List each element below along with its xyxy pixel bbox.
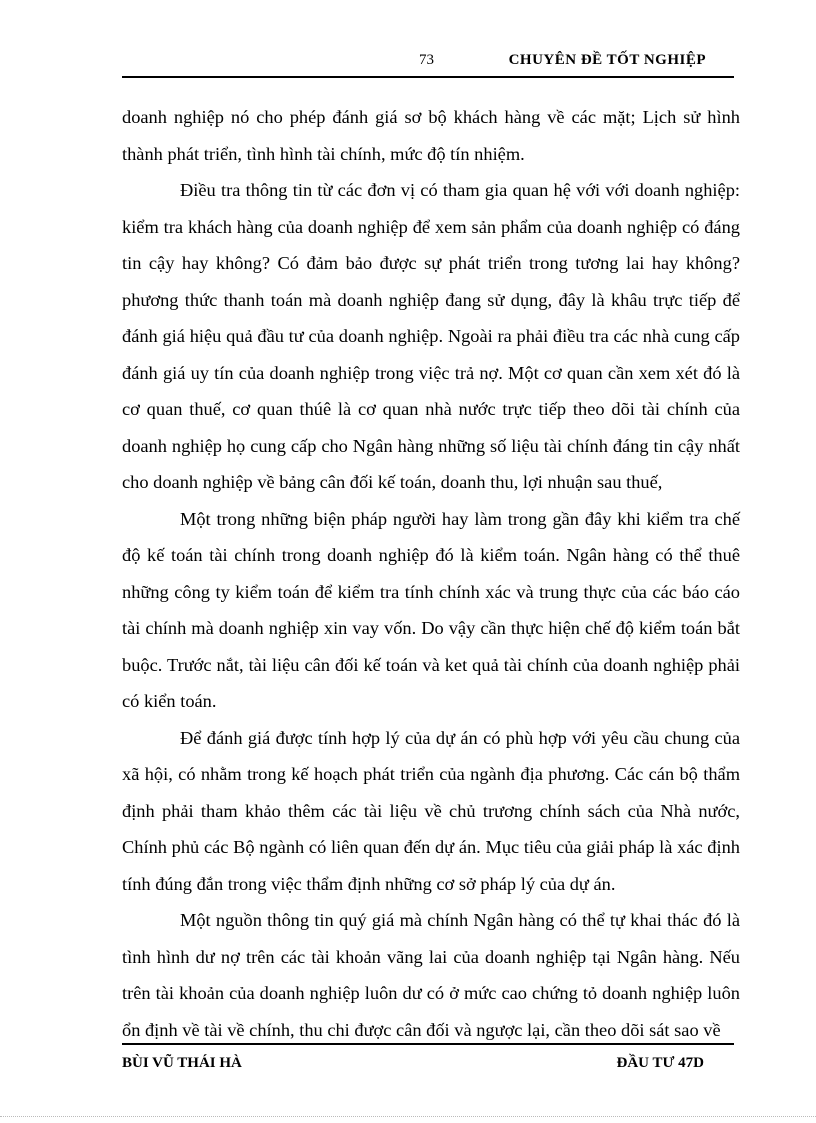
footer-class: ĐẦU TƯ 47D xyxy=(616,1055,704,1071)
paragraph: Để đánh giá được tính hợp lý của dự án có phù hợp với yêu cầu chung của xã hội, có nhằm trong kế hoạch phát triển của ngành địa phương. Các cán bộ thẩm định phải tham khảo thêm các tài liệu về chủ trương chính sách của Nhà nước, Chính phủ các Bộ ngành có liên quan đến dự án. Mục tiêu của giải pháp là xác định tính đúng đắn trong việc thẩm định những cơ sở pháp lý của dự án. xyxy=(122,727,740,894)
paragraph: Điều tra thông tin từ các đơn vị có tham gia quan hệ với với doanh nghiệp: kiểm tra khách hàng của doanh nghiệp để xem sản phẩm của doanh nghiệp có đáng tin cậy hay không? Có đảm bảo được sự phát triển trong tương lai hay không? phương thức thanh toán mà doanh nghiệp đang sử dụng, đây là khâu trực tiếp để đánh giá hiệu quả đầu tư của doanh nghiệp. Ngoài ra phải điều tra các nhà cung cấp đánh giá uy tín của doanh nghiệp trong việc trả nợ. Một cơ quan cần xem xét đó là cơ quan thuế, cơ quan thúê là cơ quan nhà nước trực tiếp theo dõi tài chính của doanh nghiệp họ cung cấp cho Ngân hàng những số liệu tài chính đáng tin cậy nhất cho doanh nghiệp về bảng cân đối kế toán, doanh thu, lợi nhuận sau thuế, xyxy=(122,180,740,492)
paragraph: Một trong những biện pháp người hay làm trong gần đây khi kiểm tra chế độ kế toán tài chính trong doanh nghiệp đó là kiểm toán. Ngân hàng có thể thuê những công ty kiểm toán để kiểm tra tính chính xác và trung thực của các báo cáo tài chính mà doanh nghiệp xin vay vốn. Do vậy cần thực hiện chế độ kiểm toán bắt buộc. Trước nắt, tài liệu cân đối kế toán và ket quả tài chính của doanh nghiệp phải có kiển toán. xyxy=(122,508,740,711)
header-title: CHUYÊN ĐỀ TỐT NGHIỆP xyxy=(508,52,706,68)
page-header xyxy=(122,50,734,78)
paragraph: Một nguồn thông tin quý giá mà chính Ngân hàng có thể tự khai thác đó là tình hình dư nợ trên các tài khoản vãng lai của doanh nghiệp tại Ngân hàng. Nếu trên tài khoản của doanh nghiệp luôn dư có ở mức cao chứng tỏ doanh nghiệp luôn ổn định về tài về chính, thu chi được cân đối và ngược lại, cần theo dõi sát sao về xyxy=(122,910,740,1040)
page-footer xyxy=(122,1043,734,1075)
paragraph-continuation: doanh nghiệp nó cho phép đánh giá sơ bộ khách hàng về các mặt; Lịch sử hình thành phát triển, tình hình tài chính, mức độ tín nhiệm. xyxy=(122,107,740,164)
footer-author: BÙI VŨ THÁI HÀ xyxy=(122,1055,242,1071)
page-bottom-divider xyxy=(0,1116,816,1117)
page-number: 73 xyxy=(419,52,434,68)
body-text xyxy=(122,99,740,1048)
